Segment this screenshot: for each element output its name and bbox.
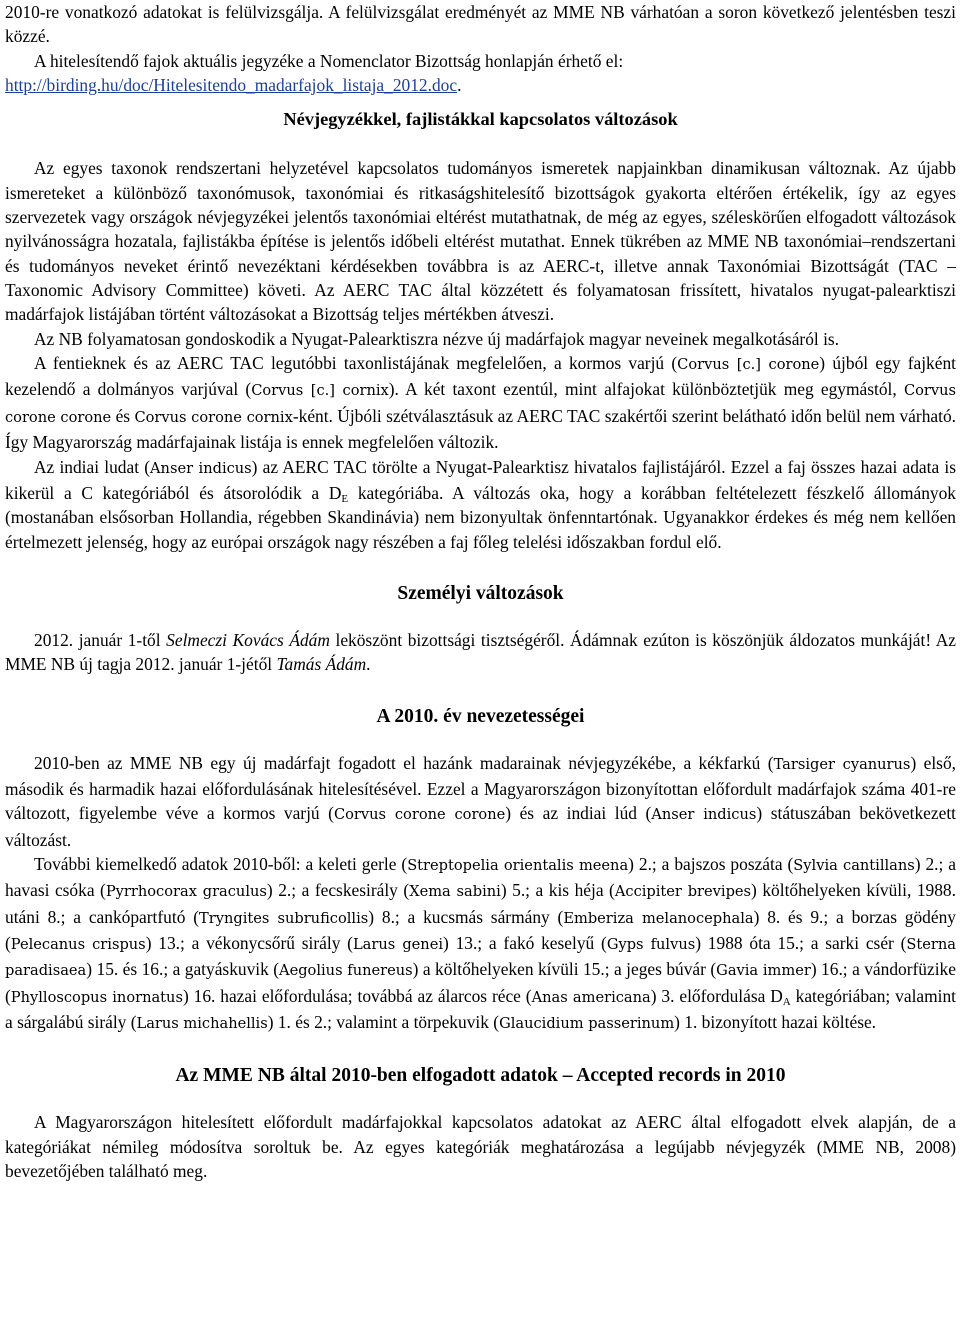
scientific-name: Corvus [c.] cornix <box>251 382 389 400</box>
scientific-name: Sterna paradisaea <box>5 935 956 980</box>
text-run: ) 3. előfordulása D <box>650 985 783 1006</box>
category-subscript: E <box>341 492 349 505</box>
scientific-name: Gavia immer <box>716 962 811 980</box>
scientific-name: Sylvia cantillans <box>793 856 915 874</box>
text-run: ) 2.; a fecskesirály ( <box>266 880 410 901</box>
text-run: ) 16.; a vándorfüzike ( <box>5 959 956 1006</box>
anser-paragraph <box>5 455 956 554</box>
text-run: 2010-ben az MME NB egy új madárfajt fogadott el hazánk madarainak névjegyzékébe, a kékfarkú ( <box>34 752 774 773</box>
text-run: leköszönt bizottsági tisztségéről. Ádámnak ezúton is köszönjük áldozatos munkáját! Az MME NB új tagja 2012. január 1-jétől <box>5 629 957 675</box>
scientific-name: Corvus corone corone <box>333 806 506 824</box>
scientific-name: Accipiter brevipes <box>614 883 752 901</box>
highlights-paragraph <box>5 852 956 1036</box>
text-run: ) 13.; a fakó keselyű ( <box>443 932 607 953</box>
text-run: ) 2.; a havasi csóka ( <box>5 853 956 901</box>
new-names-paragraph: Az NB folyamatosan gondoskodik a Nyugat-Palearktiszra nézve új madárfajok magyar neveinek megalkotásáról is. <box>34 328 840 349</box>
scientific-name: Anser indicus <box>150 459 252 477</box>
new-species-paragraph <box>5 751 956 852</box>
scientific-name: Corvus [c.] corone <box>677 356 820 374</box>
scientific-name: Corvus corone cornix <box>134 408 293 426</box>
text-run: ) 2.; a bajszos poszáta ( <box>628 853 794 874</box>
text-run: ) a költőhelyeken kívüli 15.; a jeges búvár ( <box>412 959 717 980</box>
scientific-name: Emberiza melanocephala <box>563 909 754 927</box>
section-title-highlights: A 2010. év nevezetességei <box>376 705 585 727</box>
corvus-paragraph <box>5 351 956 454</box>
scientific-name: Anas americana <box>531 988 651 1006</box>
scientific-name: Tryngites subruficollis <box>199 909 369 927</box>
scientific-name: Larus michahellis <box>136 1015 268 1032</box>
text-run: ) újból egy fajként kezelendő a dolmányos varjúval ( <box>5 353 956 400</box>
text-run: . <box>366 654 371 675</box>
text-run: ) 8. és 9.; a borzas gödény ( <box>5 906 956 953</box>
personnel-paragraph <box>5 628 956 677</box>
text-run: ) 1988 óta 15.; a sarki csér ( <box>695 932 907 953</box>
scientific-name: Anser indicus <box>651 806 757 824</box>
intro-link-line <box>5 73 956 97</box>
text-run: ) 15. és 16.; a gatyáskuvik ( <box>86 959 280 980</box>
text-run: ). A két taxont ezentúl, mint alfajokat különböztetjük meg egymástól, <box>388 379 904 400</box>
intro-link-label: A hitelesítendő fajok aktuális jegyzéke a Nomenclator Bizottság honlapján érhető el: <box>34 50 624 71</box>
intro-text: 2010-re vonatkozó adatokat is felülvizsgálja. A felülvizsgálat eredményét az MME NB várhatóan a soron következő jelentésben teszi közzé. <box>5 2 956 47</box>
text-run: ) és az indiai lúd ( <box>505 803 652 824</box>
person-name: Tamás Ádám <box>276 654 367 675</box>
section-title-nomenclature: Névjegyzékkel, fajlistákkal kapcsolatos változások <box>283 109 678 130</box>
scientific-name: Pelecanus crispus <box>10 935 146 953</box>
text-run: A fentieknek és az AERC TAC legutóbbi taxonlistájának megfelelően, a kormos varjú ( <box>34 353 678 374</box>
text-run: ) 8.; a kucsmás sármány ( <box>368 906 564 927</box>
text-run: ) 1. bizonyított hazai költése. <box>674 1012 877 1032</box>
taxonomy-paragraph: Az egyes taxonok rendszertani helyzetével kapcsolatos tudományos ismeretek napjainkban dinamikusan változnak. Az újabb ismereteket a különböző taxonómusok, taxonómiai és ritkaságshitelesítő bizottságok gyakorta eltérően értékelik, így az egyes szervezetek vagy országok névjegyzékei jelentős taxonómiai eltérést mutathatnak, de még az egyes, széleskörűen elfogadott változások nyilvánosságra hozatala, fajlistákba építése is jelentős időbeli eltérést mutathat. Ennek tükrében az MME NB taxonómiai–rendszertani és tudományos neveket érintő nevezéktani kérdésekben továbbra is az AERC-t, illetve annak Taxonómiai Bizottságát (TAC – Taxonomic Advisory Committee) követi. Az AERC TAC által közzétett és folyamatosan frissített, hivatalos nyugat-palearktiszi madárfajok listájában történt változásokat a Bizottság teljes mértékben átveszi. <box>5 158 956 325</box>
text-run: ) 1. és 2.; valamint a törpekuvik ( <box>267 1012 500 1032</box>
text-run: ) az AERC TAC törölte a Nyugat-Palearktisz hivatalos fajlistájáról. Ezzel a faj összes hazai adata is kikerül a C kategóriából és átsorolódik a D <box>5 456 956 503</box>
intro-link-paragraph <box>5 49 956 73</box>
nomenclator-doc-link[interactable]: http://birding.hu/doc/Hitelesitendo_madarfajok_listaja_2012.doc <box>5 75 458 96</box>
text-run: -ként. Újbóli szétválasztásuk az AERC TAC szakértői szerint belátható időn belül nem várható. Így Magyarország madárfajainak listája is ennek megfelelően változik. <box>5 405 956 453</box>
section-title-accepted-records: Az MME NB által 2010-ben elfogadott adatok – Accepted records in 2010 <box>175 1065 786 1087</box>
scientific-name: Larus genei <box>352 935 443 953</box>
text-run: ) 5.; a kis héja ( <box>500 880 615 901</box>
intro-paragraph <box>5 0 956 49</box>
scientific-name: Aegolius funereus <box>279 962 413 980</box>
text-run: kategóriába. A változás oka, hogy a korábban feltételezett fészkelő állományok (mostanában elsősorban Hollandia, régebben Skandinávia) nem bizonyultak önfenntartónak. Ugyanakkor érdekes és még nem kellően értelmezett jelenség, hogy az európai országok nagy részében a faj főleg telelési időszakban fordul elő. <box>5 482 956 552</box>
scientific-name: Streptopelia orientalis meena <box>407 856 629 874</box>
text-run: és <box>111 405 135 426</box>
document-page <box>5 0 956 1183</box>
text-run: ) 13.; a vékonycsőrű sirály ( <box>145 932 353 953</box>
link-period: . <box>457 75 462 96</box>
text-run: ) költőhelyeken kívüli, 1988. utáni 8.; a cankópartfutó ( <box>5 880 956 927</box>
person-name: Selmeczi Kovács Ádám <box>166 629 330 650</box>
text-run: Az indiai ludat ( <box>34 456 151 477</box>
scientific-name: Pyrrhocorax graculus <box>105 883 267 901</box>
accepted-records-paragraph: A Magyarországon hitelesített előfordult madárfajokkal kapcsolatos adatokat az AERC által elfogadott elvek alapján, de a kategóriákat némileg módosítva soroltuk be. Az egyes kategóriák meghatározása a legújabb névjegyzék (MME NB, 2008) bevezetőjében található meg. <box>5 1112 956 1182</box>
scientific-name: Corvus corone corone <box>5 382 956 426</box>
text-run: 2012. január 1-től <box>34 629 167 650</box>
scientific-name: Glaucidium passerinum <box>499 1015 675 1032</box>
text-run: További kiemelkedő adatok 2010-ből: a keleti gerle ( <box>34 853 408 874</box>
section-title-personnel: Személyi változások <box>397 582 564 604</box>
text-run: ) 16. hazai előfordulása; továbbá az álarcos réce ( <box>182 985 532 1006</box>
text-run: ) első, második és harmadik hazai előfordulásának hitelesítésével. Ezzel a Magyarországon bizonyítottan előfordult madárfajok száma 401-re változott, figyelembe véve a kormos varjú ( <box>5 752 956 824</box>
text-run: kategóriában; valamint a sárgalábú sirály ( <box>5 985 957 1032</box>
category-subscript: A <box>782 995 791 1008</box>
text-run: ) státuszában bekövetkezett változást. <box>5 803 956 850</box>
scientific-name: Phylloscopus inornatus <box>10 988 183 1006</box>
scientific-name: Tarsiger cyanurus <box>773 755 911 773</box>
scientific-name: Xema sabini <box>409 883 501 901</box>
scientific-name: Gyps fulvus <box>606 935 696 953</box>
